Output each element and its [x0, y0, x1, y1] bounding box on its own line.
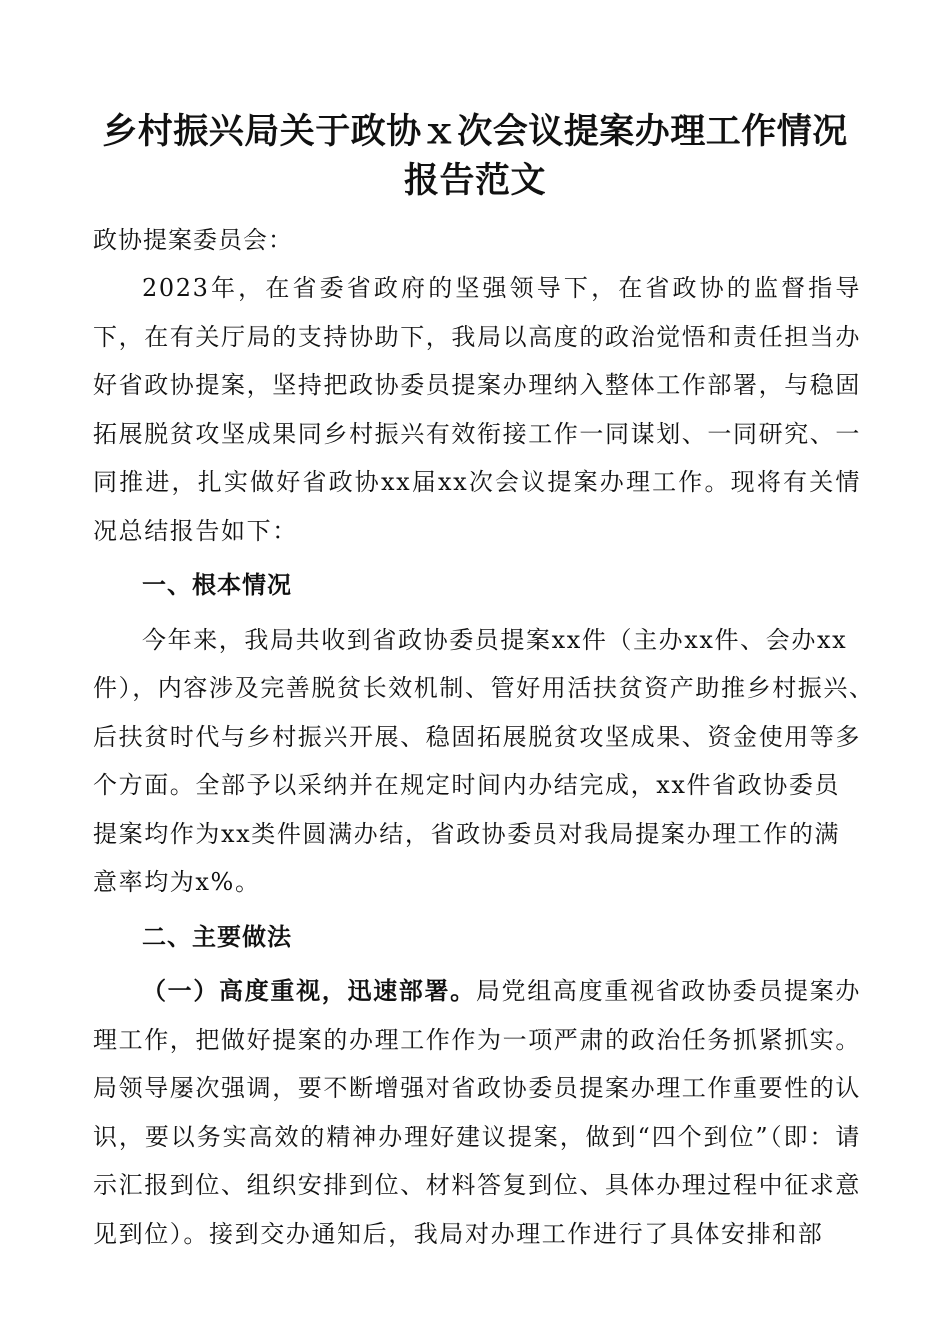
section1-line: 今年来，我局共收到省政协委员提案xx件（主办xx件、会办xx [142, 625, 848, 654]
section-heading-main-practices: 二、主要做法 [142, 922, 292, 951]
section1-line: 后扶贫时代与乡村振兴开展、稳固拓展脱贫攻坚成果、资金使用等多 [93, 722, 861, 751]
section1-line: 件），内容涉及完善脱贫长效机制、管好用活扶贫资产助推乡村振兴、 [93, 674, 875, 702]
subsection1-lead: （一）高度重视，迅速部署。 [142, 977, 476, 1005]
salutation: 政协提案委员会： [93, 226, 293, 254]
section1-line: 个方面。全部予以采纳并在规定时间内办结完成，xx件省政协委员 [93, 771, 841, 799]
subsection1-text: 局党组高度重视省政协委员提案办理工作，把做好提案的办理工作作为一项严肃的政治任务抓紧抓实。局领导屡次强调，要不断增强对省政协委员提案办理工作重要性的认识，要以务实高效的精神办理好建议提案，做到“四个到位”（即：请示汇报到位、组织安排到位、材料答复到位、具体办理过程中征求意见到位）。接到交办通知后，我局对办理工作进行了具体安排和部 [93, 977, 861, 1248]
subsection1-paragraph [93, 967, 861, 1258]
section1-paragraph [93, 616, 875, 907]
section-heading-basic-situation: 一、根本情况 [142, 571, 292, 599]
section1-line: 提案均作为xx类件圆满办结，省政协委员对我局提案办理工作的满 [93, 819, 841, 848]
section1-line: 意率均为x%。 [93, 868, 261, 896]
document-title: 乡村振兴局关于政协ｘ次会议提案办理工作情况报告范文 [102, 112, 848, 201]
intro-paragraph: 2023年，在省委省政府的坚强领导下，在省政协的监督指导下，在有关厅局的支持协助下，我局以高度的政治觉悟和责任担当办好省政协提案，坚持把政协委员提案办理纳入整体工作部署，与稳固拓展脱贫攻坚成果同乡村振兴有效衔接工作一同谋划、一同研究、一同推进，扎实做好省政协xx届xx次会议提案办理工作。现将有关情况总结报告如下： [93, 274, 861, 545]
